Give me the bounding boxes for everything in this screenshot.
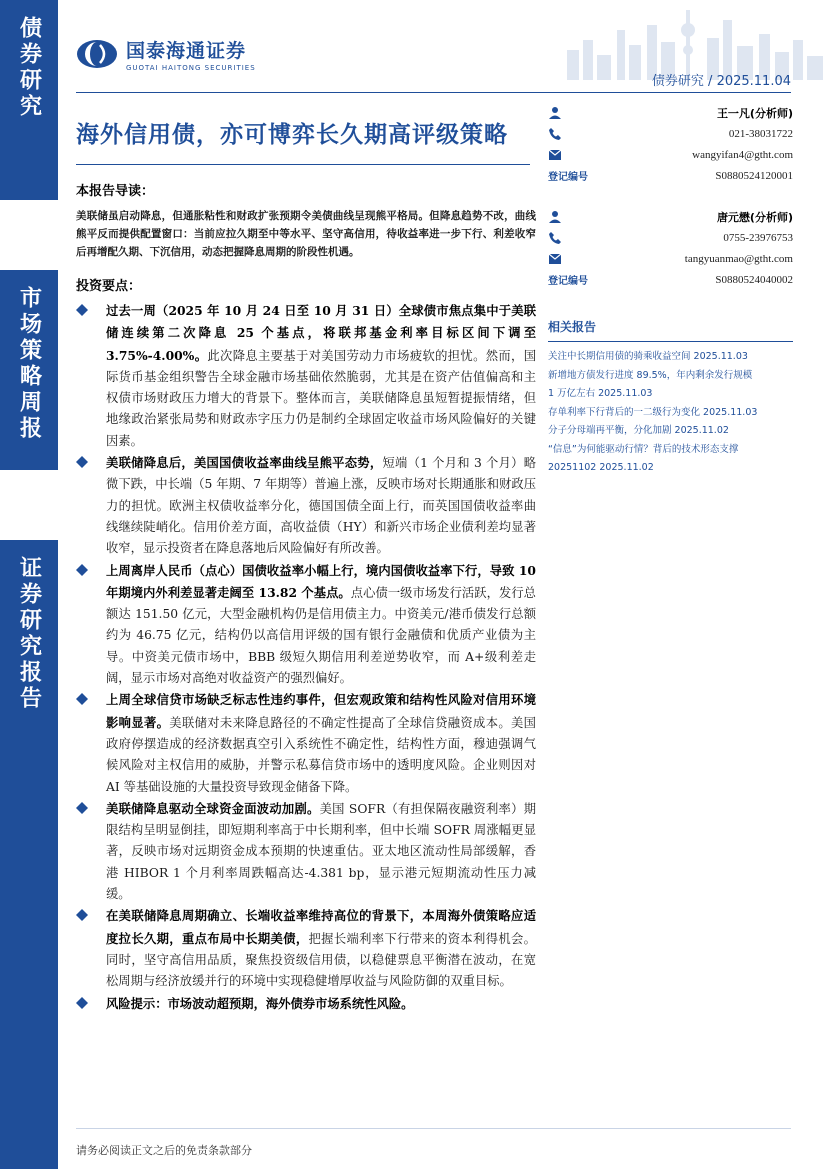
- list-item: [76, 452, 536, 559]
- list-item: [76, 560, 536, 690]
- registration-number: S0880524120001: [715, 169, 793, 182]
- list-item: [76, 905, 536, 992]
- left-sidebar: [0, 0, 58, 1169]
- disclaimer-note: 请务必阅读正文之后的免责条款部分: [76, 1144, 252, 1157]
- related-reports: [548, 318, 793, 478]
- sidebar-label: 市场策略周报: [16, 286, 42, 442]
- phone-icon: [548, 231, 562, 245]
- point-text: 把握长端利率下行带来的资本利得机会。同时，坚守高信用品质，聚焦投资级信用债，以稳健票息平衡潜在波动，在宽松周期与经济放缓并行的环境中实现稳健增厚收益与风险防御的双重目标。: [106, 931, 536, 989]
- person-pen-icon: [548, 106, 562, 120]
- email-icon: [548, 148, 562, 162]
- sidebar-block-report: [0, 540, 58, 1169]
- analyst-card-2: [548, 206, 793, 290]
- key-points-heading: 投资要点：: [76, 279, 142, 294]
- skyline-icon: [547, 0, 827, 80]
- point-bold-lead: 过去一周（2025 年 10 月 24 日至 10 月 31 日）全球债市焦点集中于美联储连续第二次降息 25 个基点，将联邦基金利率目标区间下调至 3.75%-4.00%。: [106, 303, 536, 363]
- guide-text: 美联储虽启动降息，但通胀粘性和财政扩张预期令美债曲线呈现熊平格局。但降息趋势不改，曲线熊平反而提供配置窗口：当前应拉久期至中等水平、坚守高信用，待收益率进一步下行、利差收窄后再增配久期、下沉信用，动态把握降息周期的阶段性机遇。: [76, 210, 536, 258]
- point-text: 点心债一级市场发行活跃，发行总额达 151.50 亿元，大型金融机构仍是信用债主力。中资美元/港币债发行总额约为 46.75 亿元，结构仍以高信用评级的国有银行金融债和优质产业债为主导。中资美元债市场中，BBB 级短久期信用利差逆势收窄，而 A+级利差走阔，显示市场对高绝对收益资产的强烈偏好。: [106, 585, 536, 686]
- title-divider: [76, 164, 530, 165]
- analyst-email[interactable]: tangyuanmao@gtht.com: [684, 252, 793, 265]
- related-reports-heading: 相关报告: [548, 318, 793, 342]
- bullet-diamond-icon: [76, 456, 88, 468]
- sidebar-block-category: [0, 0, 58, 200]
- point-text: 美国 SOFR（有担保隔夜融资利率）期限结构呈明显倒挂，即短期利率高于中长期利率，但中长端 SOFR 周涨幅更显著，反映市场对远期资金成本预期的快速重估。亚太地区流动性局部缓解，香港 HIBOR 1 个月利率周跌幅高达-4.381 bp，显示港元短期流动性压力减缓。: [106, 801, 536, 902]
- point-bold-lead: 在美联储降息周期确立、长端收益率维持高位的背景下，本周海外债策略应适度拉长久期，重点布局中长期美债，: [106, 908, 536, 946]
- point-bold-lead: 美联储降息后，美国国债收益率曲线呈熊平态势，: [106, 455, 383, 471]
- analyst-email[interactable]: wangyifan4@gtht.com: [692, 148, 793, 161]
- point-bold-lead: 上周离岸人民币（点心）国债收益率小幅上行，境内国债收益率下行，导致 10 年期境内外利差显著走阔至 13.82 个基点。: [106, 562, 536, 600]
- bullet-diamond-icon: [76, 802, 88, 814]
- bullet-diamond-icon: [76, 693, 88, 705]
- registration-label: 登记编号: [548, 276, 588, 287]
- related-report-link[interactable]: 1 万亿左右 2025.11.03: [548, 388, 653, 399]
- guide-heading: 本报告导读：: [76, 184, 155, 199]
- sidebar-block-type: [0, 270, 58, 470]
- bullet-diamond-icon: [76, 564, 88, 576]
- related-report-link[interactable]: 新增地方债发行进度 89.5%，年内剩余发行规模: [548, 369, 753, 381]
- logo-mark-icon: [76, 39, 118, 69]
- related-report-link[interactable]: 存单利率下行背后的一二级行为变化 2025.11.03: [548, 406, 758, 418]
- related-report-link[interactable]: “信息”为何能驱动行情？背后的技术形态支撑: [548, 443, 739, 455]
- point-bold-lead: 美联储降息驱动全球资金面波动加剧。: [106, 800, 320, 816]
- report-title: 海外信用债，亦可博弈长久期高评级策略: [76, 122, 508, 148]
- logo-chinese-name: 国泰海通证券: [126, 40, 247, 62]
- related-report-link[interactable]: 分子分母端再平衡，分化加剧 2025.11.02: [548, 425, 729, 436]
- analyst-name: 王一凡(分析师): [716, 106, 793, 120]
- list-item: [76, 689, 536, 797]
- list-item: [76, 993, 536, 1015]
- list-item: [76, 300, 536, 452]
- point-text: 美联储对未来降息路径的不确定性提高了全球信贷融资成本。美国政府停摆造成的经济数据真空引入系统性不确定性，结构性方面，穆迪强调气候风险对主权信用的威胁，并警示私募信贷市场中的透明度风险。企业则因对 AI 等基础设施的大量投资导致现金储备下降。: [106, 715, 536, 794]
- registration-number: S0880524040002: [715, 273, 793, 286]
- main-content: [76, 180, 536, 1015]
- company-logo: [76, 36, 256, 72]
- header-divider: [76, 92, 791, 93]
- analyst-card-1: [548, 102, 793, 186]
- related-report-link[interactable]: 20251102 2025.11.02: [548, 462, 654, 473]
- point-bold-lead: 上周全球信贷市场缺乏标志性违约事件，但宏观政策和结构性风险对信用环境影响显著。: [106, 692, 536, 730]
- registration-label: 登记编号: [548, 172, 588, 183]
- email-icon: [548, 252, 562, 266]
- analyst-phone: 021-38031722: [728, 127, 793, 140]
- logo-english-name: GUOTAI HAITONG SECURITIES: [126, 64, 256, 72]
- bullet-diamond-icon: [76, 909, 88, 921]
- list-item: [76, 798, 536, 905]
- analyst-phone: 0755-23976753: [723, 231, 793, 244]
- key-points-list: [76, 300, 536, 1015]
- related-report-link[interactable]: 关注中长期信用债的骑乘收益空间 2025.11.03: [548, 351, 748, 362]
- point-text: 短端（1 个月和 3 个月）略微下跌，中长端（5 年期、7 年期等）普遍上涨，反映市场对长期通胀和财政压力的担忧。欧洲主权债收益率分化，德国国债全面上行，而英国国债收益率曲线继续陡峭化。信用价差方面，高收益债（HY）和新兴市场企业债利差均显著收窄，显示投资者在降息落地后风险偏好有所改善。: [106, 456, 536, 556]
- bullet-diamond-icon: [76, 997, 88, 1009]
- point-text: 此次降息主要基于对美国劳动力市场疲软的担忧。然而，国际货币基金组织警告全球金融市场基础依然脆弱，尤其是在资产估值偏高和主权债市场财政压力增大的背景下。整体而言，美联储降息虽短暂提振情绪，但地缘政治紧张局势和财政赤字压力仍是制约全球固定收益市场风险偏好的关键因素。: [106, 348, 536, 448]
- analyst-name: 唐元懋(分析师): [716, 210, 793, 224]
- footer-divider: [76, 1128, 791, 1129]
- bullet-diamond-icon: [76, 304, 88, 316]
- risk-warning: 风险提示：市场波动超预期，海外债券市场系统性风险。: [106, 995, 414, 1011]
- person-pen-icon: [548, 210, 562, 224]
- phone-icon: [548, 127, 562, 141]
- sidebar-label: 证券研究报告: [16, 556, 42, 712]
- sidebar-label: 债券研究: [16, 16, 42, 120]
- report-category-date: 债券研究 / 2025.11.04: [651, 74, 791, 89]
